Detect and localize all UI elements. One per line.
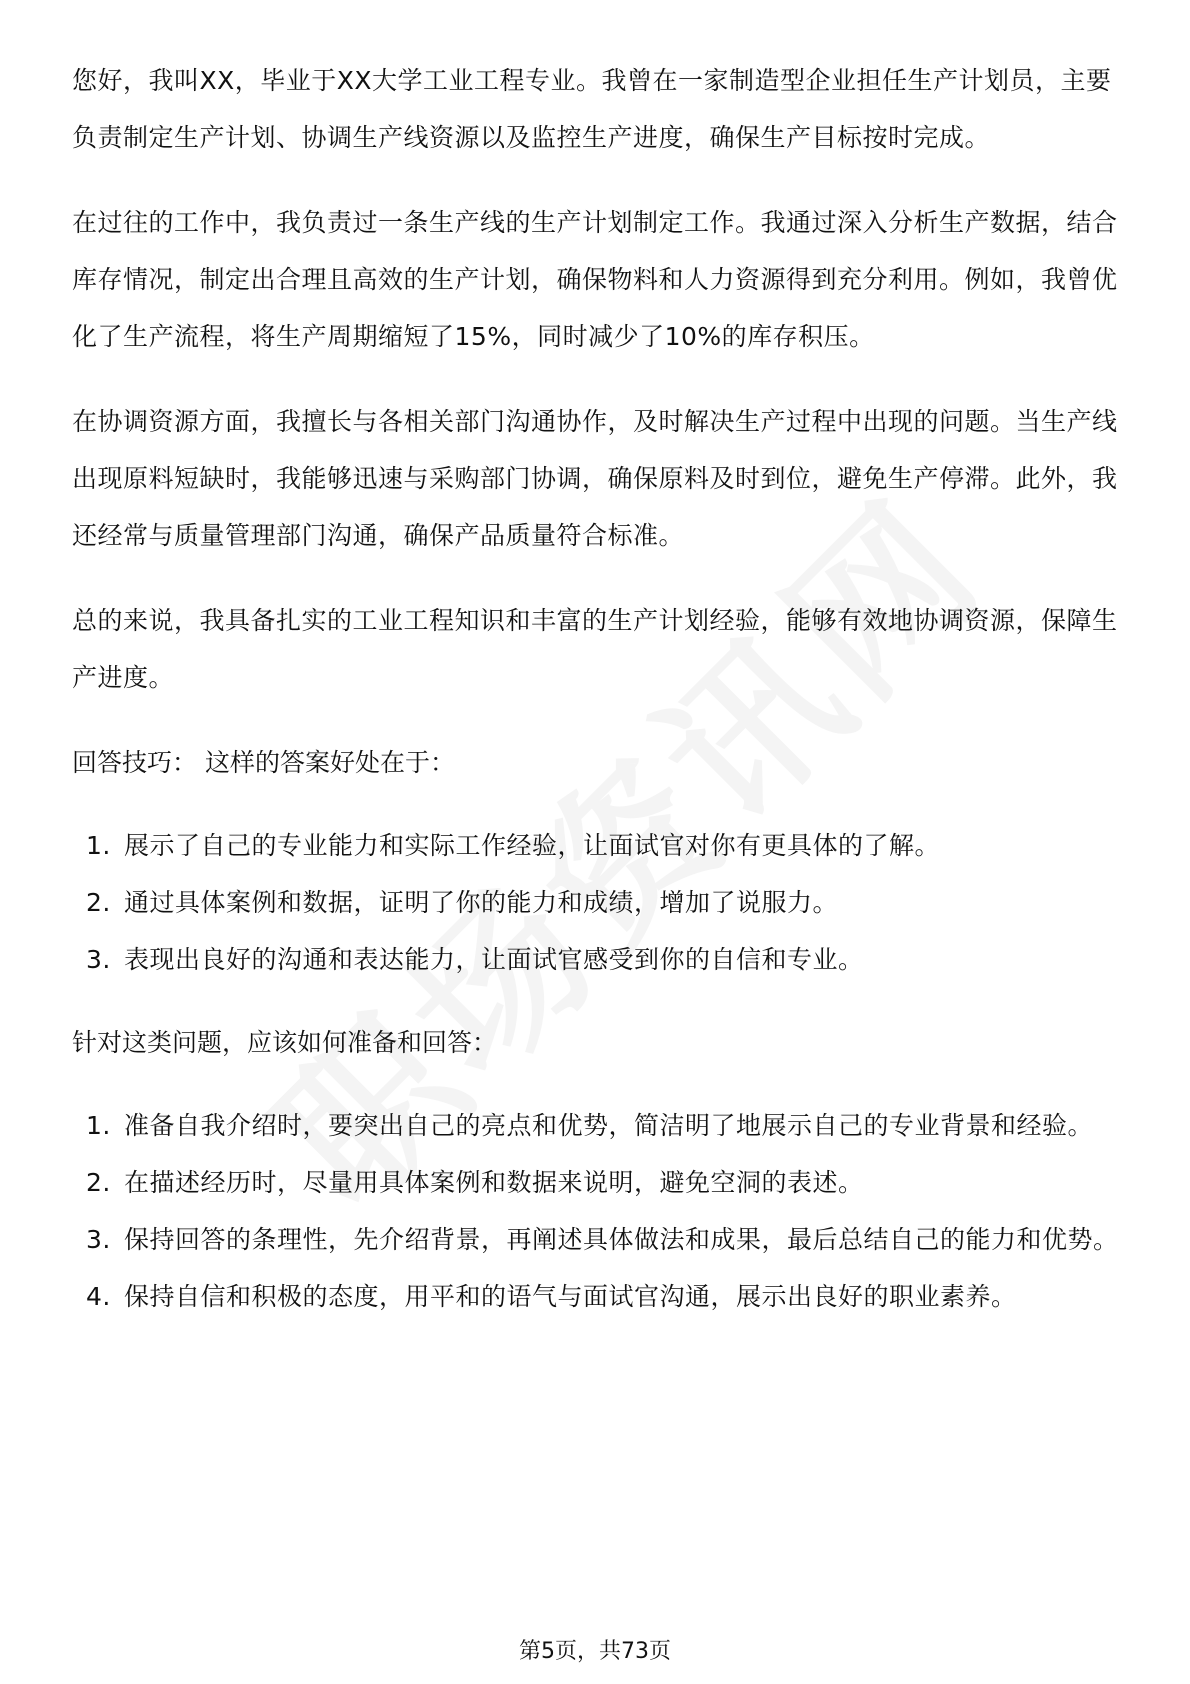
prep-heading: 针对这类问题，应该如何准备和回答： <box>72 1028 498 1057</box>
list-item <box>72 1211 1122 1268</box>
list-text: 保持回答的条理性，先介绍背景，再阐述具体做法和成果，最后总结自己的能力和优势。 <box>124 1225 1119 1254</box>
paragraph-summary: 总的来说，我具备扎实的工业工程知识和丰富的生产计划经验，能够有效地协调资源，保障生产进度。 <box>72 606 1118 692</box>
page-content <box>72 52 1122 1351</box>
tips-list <box>72 817 1122 988</box>
list-number: 1. <box>86 1111 111 1140</box>
list-item <box>72 1097 1122 1154</box>
list-item <box>72 817 1122 874</box>
list-number: 3. <box>86 1225 111 1254</box>
list-number: 2. <box>86 1168 111 1197</box>
list-number: 2. <box>86 888 111 917</box>
prep-list <box>72 1097 1122 1325</box>
list-text: 在描述经历时，尽量用具体案例和数据来说明，避免空洞的表述。 <box>124 1168 864 1197</box>
page-footer: 第5页，共73页 <box>519 1639 671 1664</box>
list-item <box>72 874 1122 931</box>
paragraph-experience: 在过往的工作中，我负责过一条生产线的生产计划制定工作。我通过深入分析生产数据，结合库存情况，制定出合理且高效的生产计划，确保物料和人力资源得到充分利用。例如，我曾优化了生产流程，将生产周期缩短了15%，同时减少了10%的库存积压。 <box>72 208 1118 351</box>
paragraph-intro: 您好，我叫XX，毕业于XX大学工业工程专业。我曾在一家制造型企业担任生产计划员，主要负责制定生产计划、协调生产线资源以及监控生产进度，确保生产目标按时完成。 <box>72 66 1112 152</box>
list-text: 准备自我介绍时，要突出自己的亮点和优势，简洁明了地展示自己的专业背景和经验。 <box>124 1111 1094 1140</box>
list-item <box>72 931 1122 988</box>
list-number: 1. <box>86 831 111 860</box>
list-item <box>72 1268 1122 1325</box>
paragraph-coordination: 在协调资源方面，我擅长与各相关部门沟通协作，及时解决生产过程中出现的问题。当生产线出现原料短缺时，我能够迅速与采购部门协调，确保原料及时到位，避免生产停滞。此外，我还经常与质量管理部门沟通，确保产品质量符合标准。 <box>72 407 1118 550</box>
list-number: 3. <box>86 945 111 974</box>
list-text: 保持自信和积极的态度，用平和的语气与面试官沟通，展示出良好的职业素养。 <box>124 1282 1017 1311</box>
list-item <box>72 1154 1122 1211</box>
list-number: 4. <box>86 1282 111 1311</box>
list-text: 表现出良好的沟通和表达能力，让面试官感受到你的自信和专业。 <box>124 945 864 974</box>
tips-heading: 回答技巧： 这样的答案好处在于： <box>72 748 455 777</box>
list-text: 通过具体案例和数据，证明了你的能力和成绩，增加了说服力。 <box>124 888 839 917</box>
list-text: 展示了自己的专业能力和实际工作经验，让面试官对你有更具体的了解。 <box>124 831 941 860</box>
